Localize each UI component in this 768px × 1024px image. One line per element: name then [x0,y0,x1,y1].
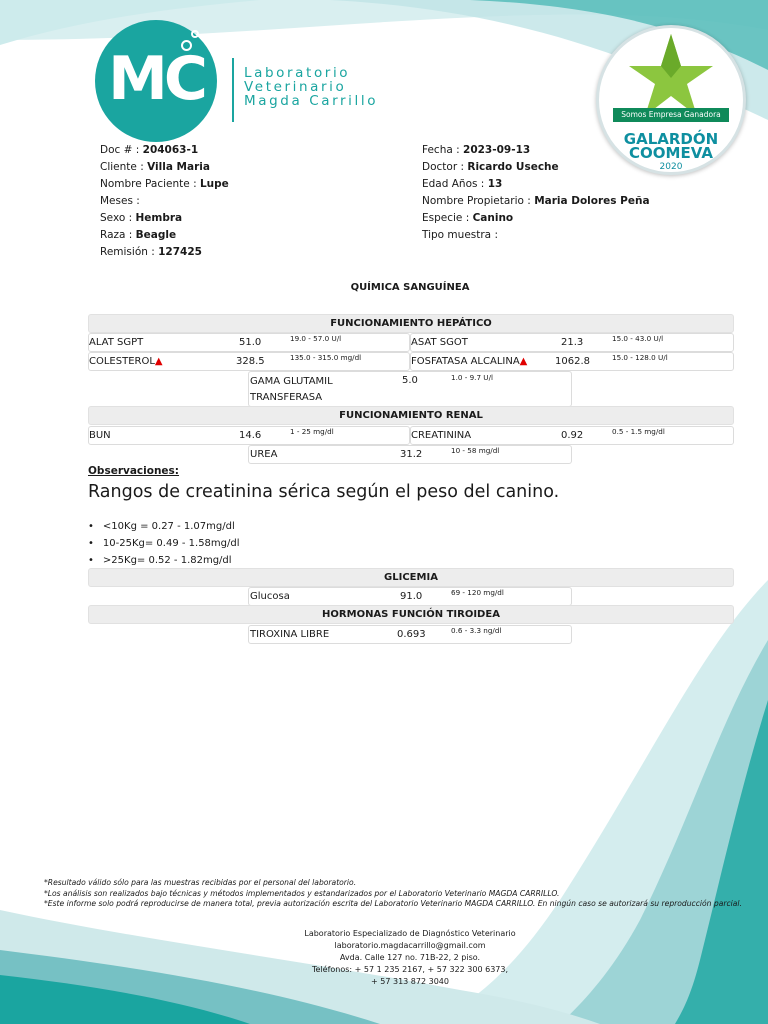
test-value: 5.0 [402,375,418,386]
info-label: Remisión : [100,246,159,258]
contact-line: + 57 313 872 3040 [371,977,449,986]
list-item: • <10Kg = 0.27 - 1.07mg/dl [88,518,240,535]
info-cliente [100,159,229,176]
contact-line: Laboratorio Especializado de Diagnóstico Veterinario [304,929,516,938]
info-label: Fecha : [422,144,464,156]
test-name-line: TRANSFERASA [250,392,323,403]
info-label: Cliente : [100,161,148,173]
info-label: Edad Años : [422,178,488,190]
info-propietario [422,193,650,210]
section-header-hepatico: FUNCIONAMIENTO HEPÁTICO [88,314,734,333]
info-label: Sexo : [100,212,136,224]
lab-logo [95,20,217,142]
info-value: Ricardo Useche [467,161,559,173]
test-value: 1062.8 [555,356,590,367]
info-value: 127425 [158,246,202,258]
observations-list [88,518,240,569]
logo-bubble-icon [191,30,199,38]
test-value: 31.2 [400,449,423,460]
lab-name-line: Veterinario [244,79,347,95]
info-edad [422,176,650,193]
info-label: Doctor : [422,161,468,173]
list-item: • 10-25Kg= 0.49 - 1.58mg/dl [88,535,240,552]
test-value: 14.6 [239,430,262,441]
test-reference: 0.5 - 1.5 mg/dl [612,427,665,436]
contact-email[interactable]: laboratorio.magdacarrillo@gmail.com [334,941,486,950]
test-reference: 15.0 - 43.0 U/l [612,334,664,343]
info-tipo-muestra [422,227,650,244]
info-value: Canino [472,212,514,224]
test-name: COLESTEROL [89,356,155,367]
info-doc [100,142,229,159]
info-sexo [100,210,229,227]
info-value: 204063-1 [142,144,199,156]
test-name: TIROXINA LIBRE [250,629,330,640]
info-value: Villa Maria [147,161,210,173]
logo-text: MC [108,44,204,114]
test-name: ALAT SGPT [89,337,144,348]
info-label: Doc # : [100,144,143,156]
info-label: Tipo muestra : [422,229,498,241]
list-item: • >25Kg= 0.52 - 1.82mg/dl [88,552,240,569]
lab-name [244,66,378,108]
contact-info [200,928,620,988]
test-value: 51.0 [239,337,262,348]
test-reference: 0.6 - 3.3 ng/dl [451,626,502,635]
test-value: 328.5 [236,356,265,367]
test-name: UREA [250,449,278,460]
test-reference: 19.0 - 57.0 U/l [290,334,342,343]
footer-note: *Los análisis son realizados bajo técnicas y métodos implementados y estandarizados por el Laboratorio Veterinario MAGDA CARRILLO. [44,888,560,898]
info-label: Nombre Paciente : [100,178,200,190]
info-remision [100,244,229,261]
test-value: 91.0 [400,591,423,602]
section-header-renal: FUNCIONAMIENTO RENAL [88,406,734,425]
info-value: Maria Dolores Peña [534,195,650,207]
test-name: ASAT SGOT [411,337,468,348]
test-value: 0.693 [397,629,426,640]
test-value: 0.92 [561,430,584,441]
observations-heading: Rangos de creatinina sérica según el peso del canino. [88,482,560,502]
contact-line: Avda. Calle 127 no. 71B-22, 2 piso. [339,953,481,962]
test-name-fosfatasa [411,355,527,368]
patient-info-right [422,142,650,244]
patient-info-left [100,142,229,261]
test-value: 21.3 [561,337,584,348]
alert-triangle-icon: ▲ [519,356,528,367]
test-reference: 15.0 - 128.0 U/l [612,353,668,362]
lab-name-line: Magda Carrillo [244,93,379,109]
award-banner: Somos Empresa Ganadora [613,108,729,122]
contact-line: Teléfonos: + 57 1 235 2167, + 57 322 300 6373, [311,965,509,974]
test-reference: 69 - 120 mg/dl [451,588,504,597]
info-value: 2023-09-13 [463,144,531,156]
info-value: Beagle [135,229,177,241]
footer-notes [44,878,742,910]
lab-name-line: Laboratorio [244,65,351,81]
alert-triangle-icon: ▲ [154,356,163,367]
test-reference: 10 - 58 mg/dl [451,446,500,455]
info-doctor [422,159,650,176]
info-value: Hembra [135,212,183,224]
info-paciente [100,176,229,193]
test-name-line: GAMA GLUTAMIL [250,376,333,387]
report-title: QUÍMICA SANGUÍNEA [350,282,470,293]
info-raza [100,227,229,244]
award-year: 2020 [659,162,683,172]
info-meses [100,193,229,210]
test-name: CREATININA [411,430,472,441]
observations-label: Observaciones: [88,465,180,477]
footer-note: *Este informe solo podrá reproducirse de manera total, previa autorización escrita del Laboratorio Veterinario MAGDA CARRILLO. En ningún caso se autorizará su reproducción parcial. [44,899,742,908]
test-reference: 1.0 - 9.7 U/l [451,373,493,382]
test-name-colesterol [89,355,163,368]
award-title-line: GALARDÓN [623,130,719,148]
logo-bubble-icon [181,40,192,51]
info-label: Meses : [100,195,140,207]
test-reference: 135.0 - 315.0 mg/dl [290,353,362,362]
test-name: BUN [89,430,111,441]
test-reference: 1 - 25 mg/dl [290,427,334,436]
info-label: Raza : [100,229,136,241]
test-name [250,374,333,406]
info-value: 13 [487,178,503,190]
footer-note: *Resultado válido sólo para las muestras recibidas por el personal del laboratorio. [44,878,357,887]
section-header-glicemia: GLICEMIA [88,568,734,587]
test-name: FOSFATASA ALCALINA [411,356,520,367]
info-value: Lupe [199,178,229,190]
info-label: Nombre Propietario : [422,195,535,207]
info-especie [422,210,650,227]
section-header-tiroidea: HORMONAS FUNCIÓN TIROIDEA [88,605,734,624]
info-fecha [422,142,650,159]
info-label: Especie : [422,212,473,224]
award-title-line: COOMEVA [629,144,713,162]
logo-divider [232,58,234,122]
test-name: Glucosa [250,591,290,602]
